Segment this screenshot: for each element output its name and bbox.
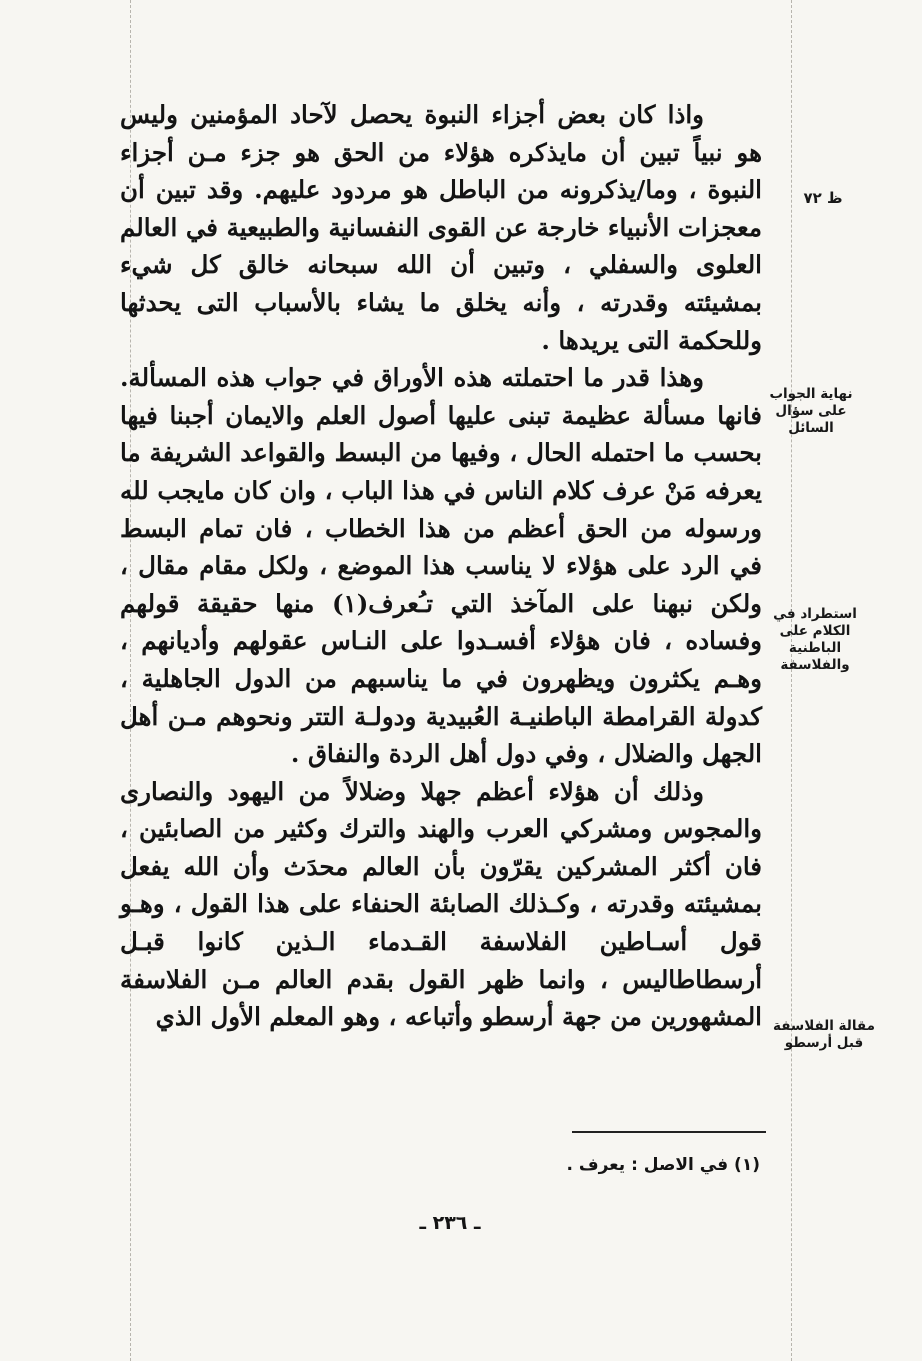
- footnote-divider: [572, 1131, 766, 1133]
- footnote: (١) في الاصل : يعرف .: [566, 1155, 760, 1175]
- paragraph-2: وهذا قدر ما احتملته هذه الأوراق في جواب هذه المسألة. فانها مسألة عظيمة تبنى عليها أصول العلم والايمان أجبنا فيها بحسب ما احتمله الحال ، وفيها من البسط والقواعد الشريفة ما يعرفه مَنْ عرف كلام الناس في هذا الباب ، وان كان مايجب لله ورسوله من الحق أعظم من هذا الخطاب ، فان تمام البسط في الرد على هؤلاء لا يناسب هذا الموضع ، ولكل مقام مقال ، ولكن نبهنا على المآخذ التي تـُعرف(١) منها حقيقة قولهم وفساده ، فان هؤلاء أفسـدوا على النـاس عقولهم وأديانهم ، وهـم يكثرون ويظهرون في ما يناسبهم من الدول الجاهلية ، كدولة القرامطة الباطنيـة العُبيدية ودولـة التتر ونحوهم مـن أهل الجهل والضلال ، وفي دول أهل الردة والنفاق .: [120, 363, 762, 769]
- margin-page-reference: ظ ٧٢: [803, 189, 843, 207]
- paragraph-3: وذلك أن هؤلاء أعظم جهلا وضلالاً من اليهود والنصارى والمجوس ومشركي العرب والهند والترك وكثير من الصابئين ، فان أكثر المشركين يقرّون بأن العالم محدَث وأن الله يفعل بمشيئته وقدرته ، وكـذلك الصابئة الحنفاء على هذا القول ، وهـو قول أسـاطين الفلاسفة القـدماء الـذين كانوا قبـل أرسطاطاليس ، وانما ظهر القول بقدم العالم مـن الفلاسفة المشهورين من جهة أرسطو وأتباعه ، وهو المعلم الأول الذي: [120, 776, 762, 1032]
- scan-fold-line-right: [791, 0, 792, 1361]
- paragraph-1: واذا كان بعض أجزاء النبوة يحصل لآحاد المؤمنين وليس هو نبياً تبين أن مايذكره هؤلاء من الحق هو جزء مـن أجزاء النبوة ، وما/يذكرونه من الباطل هو مردود عليهم. وقد تبين أن معجزات الأنبياء خارجة عن القوى النفسانية والطبيعية في العالم العلوى والسفلي ، وتبين أن الله سبحانه خالق كل شيء بمشيئته وقدرته ، وأنه يخلق ما يشاء بالأسباب التى يحدثها وللحكمة التى يريدها .: [120, 100, 762, 355]
- margin-note-digression: استطراد في الكلام على الباطنية والفلاسفة: [773, 606, 857, 673]
- page-number: ـ ٢٣٦ ـ: [419, 1212, 481, 1234]
- margin-note-end-of-answer: نهاية الجواب على سؤال السائل: [769, 386, 853, 436]
- margin-note-philosophers-before-aristotle: مقالة الفلاسفة قبل أرسطو: [773, 1018, 875, 1051]
- main-text: [120, 96, 762, 1036]
